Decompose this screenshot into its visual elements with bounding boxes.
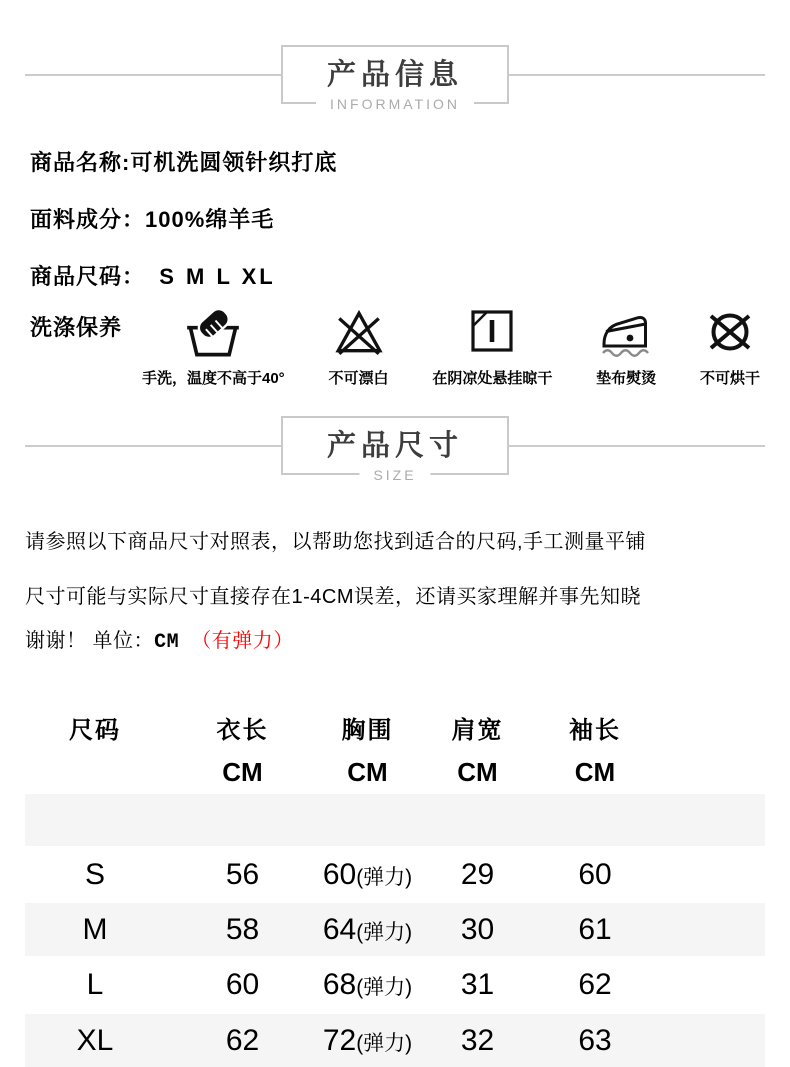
divider-line — [25, 74, 281, 76]
size-table-header-row — [25, 704, 765, 750]
fabric-line: 面料成分：100%绵羊毛 — [30, 207, 275, 232]
cell-shoulder: 29 — [460, 857, 495, 891]
section-title-box — [281, 416, 509, 483]
elastic-note: (弹力) — [356, 976, 413, 999]
section-header-product-info — [25, 0, 765, 112]
cell-sleeve: 61 — [578, 912, 612, 946]
cell-length: 60 — [225, 968, 260, 1001]
size-note-line-3 — [25, 624, 765, 654]
divider-line — [509, 445, 765, 447]
size-line-value: S M L XL — [159, 264, 276, 289]
product-info-block — [0, 104, 790, 291]
table-row-s — [25, 846, 765, 903]
unit-label: CM — [457, 756, 498, 787]
care-item-hand-wash — [142, 305, 285, 388]
no-tumble-dry-icon — [705, 305, 755, 359]
elastic-note-red: （有弹力） — [191, 630, 294, 652]
table-row-m — [25, 903, 765, 956]
size-note-line-2: 尺寸可能与实际尺寸直接存在1-4CM误差，还请买家理解并事先知晓 — [25, 586, 642, 608]
cell-length: 56 — [225, 857, 260, 891]
shade-hang-dry-icon — [468, 305, 516, 359]
section-subtitle: SIZE — [359, 467, 430, 483]
cell-sleeve: 62 — [578, 968, 612, 1001]
no-bleach-icon — [332, 305, 386, 359]
size-table — [25, 704, 765, 1067]
col-header-sleeve: 袖长 — [569, 716, 621, 744]
size-line-label: 商品尺码： — [30, 264, 146, 289]
iron-with-cloth-icon — [600, 305, 652, 359]
cell-shoulder: 30 — [460, 912, 495, 946]
cell-sleeve: 63 — [578, 1023, 612, 1057]
size-table-unit-row — [25, 750, 765, 794]
elastic-note: (弹力) — [356, 1031, 413, 1055]
cell-size: L — [86, 968, 104, 1001]
section-subtitle: INFORMATION — [316, 96, 474, 112]
cell-size: S — [84, 857, 105, 891]
care-items — [142, 305, 790, 388]
size-note-line-1: 请参照以下商品尺寸对照表，以帮助您找到适合的尺码,手工测量平铺 — [25, 531, 647, 553]
care-caption: 不可烘干 — [699, 370, 760, 387]
size-note-prefix: 谢谢！ 单位： — [25, 630, 155, 652]
care-caption: 在阴凉处悬挂晾干 — [432, 370, 553, 387]
table-row-xl — [25, 1014, 765, 1067]
care-item-no-tumble-dry — [700, 305, 760, 388]
cell-chest: 60(弹力) — [322, 857, 413, 891]
care-item-shade-hang-dry — [432, 305, 552, 388]
col-header-size: 尺码 — [69, 716, 121, 744]
cell-chest: 68(弹力) — [322, 968, 413, 1001]
cell-sleeve: 60 — [578, 857, 612, 891]
unit-cm: CM — [154, 631, 180, 654]
size-note — [0, 475, 790, 654]
cell-chest: 72(弹力) — [322, 1023, 413, 1057]
cell-length: 58 — [225, 912, 260, 946]
care-caption: 不可漂白 — [328, 370, 389, 387]
unit-label: CM — [574, 756, 616, 787]
care-item-iron-with-cloth — [596, 305, 656, 388]
hand-wash-icon — [185, 305, 241, 359]
care-item-no-bleach — [329, 305, 389, 388]
section-title: 产品信息 — [326, 59, 463, 91]
care-caption: 手洗，温度不高于40° — [142, 370, 285, 387]
section-title-box — [281, 45, 509, 112]
section-title: 产品尺寸 — [326, 430, 463, 462]
unit-label: CM — [347, 756, 388, 787]
elastic-note: (弹力) — [356, 920, 413, 944]
size-table-stripe-spacer — [25, 794, 765, 846]
care-label: 洗涤保养 — [30, 315, 123, 340]
cell-shoulder: 31 — [460, 968, 495, 1001]
cell-chest: 64(弹力) — [322, 912, 413, 946]
cell-size: XL — [76, 1023, 114, 1057]
elastic-note: (弹力) — [356, 865, 413, 889]
cell-size: M — [82, 912, 108, 946]
care-caption: 垫布熨烫 — [596, 370, 657, 387]
care-row — [0, 305, 790, 388]
col-header-chest: 胸围 — [341, 716, 394, 744]
col-header-length: 衣长 — [216, 716, 269, 744]
table-row-l — [25, 956, 765, 1014]
size-line — [30, 260, 790, 291]
divider-line — [509, 74, 765, 76]
col-header-shoulder: 肩宽 — [451, 716, 504, 744]
divider-line — [25, 445, 281, 447]
cell-shoulder: 32 — [460, 1023, 495, 1057]
unit-label: CM — [222, 756, 263, 787]
section-header-product-size — [25, 416, 765, 483]
cell-length: 62 — [225, 1023, 260, 1057]
product-name-line: 商品名称:可机洗圆领针织打底 — [30, 150, 338, 175]
